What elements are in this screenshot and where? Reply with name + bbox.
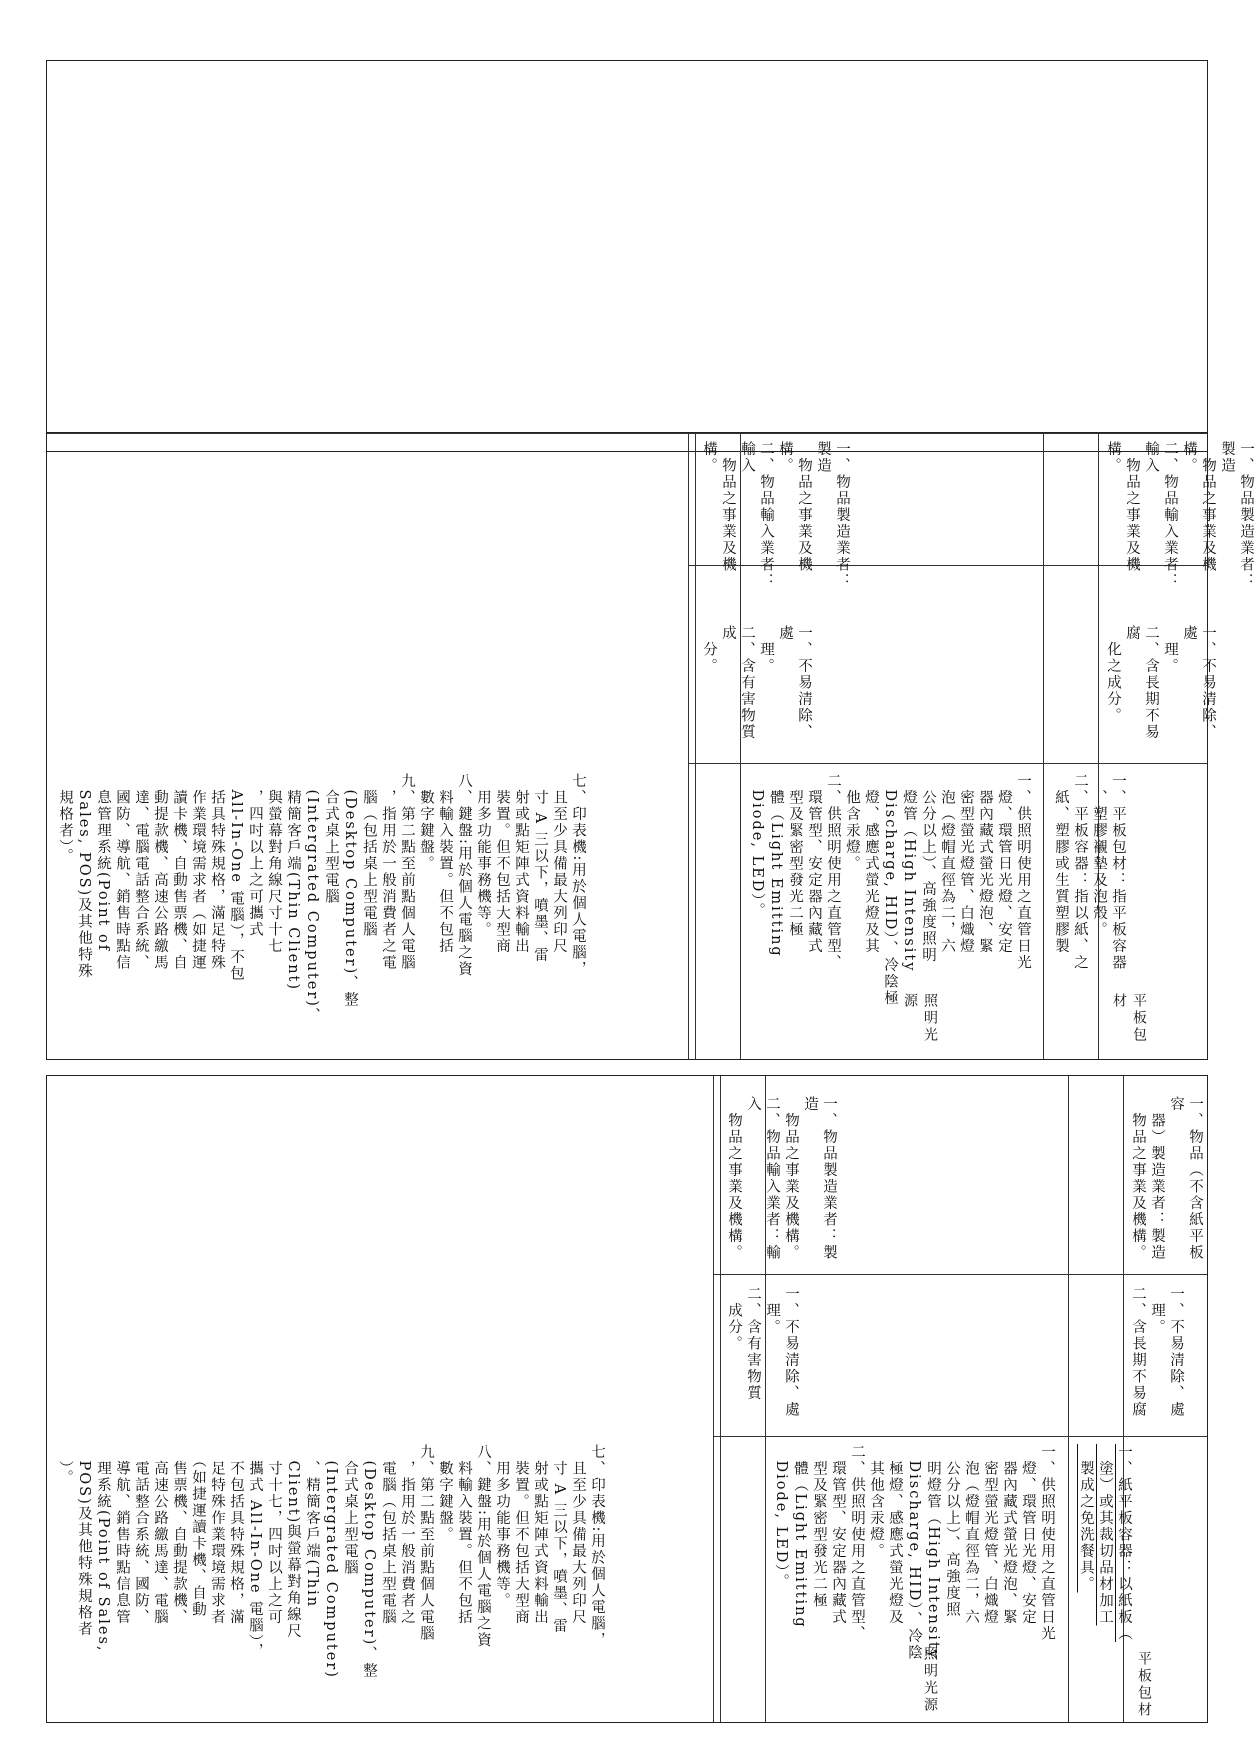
packaging-reason-text: 一、不易清除、處 理。 二、含長期不易腐 xyxy=(1130,1286,1184,1418)
packaging-obligor-text: 一、物品製造業者：製造 物品之事業及機構。 二、物品輸入業者：輸入 物品之事業及機構。 xyxy=(1105,441,1254,590)
lighting-definition-text: 一、供照明使用之直管日光 燈、環管日光燈、安定 器內藏式螢光燈泡、緊 密型螢光燈管、白熾燈 泡（燈帽直徑為二，六 公分以上）、高強度照明 燈管（High Intensity Discharge, HID）、冷陰極 燈、感應式螢光燈及其 他含汞燈。 二、供照明使用之直管型、 環管型、安定器內藏式 型及緊密型發光二極 體（Light Emitting Diode, LED）。 xyxy=(749,773,1031,1007)
packaging-definition-text: 一、平板包材：指平板容器 、塑膠襯墊及泡殼。 二、平板容器：指以紙、之 紙、塑膠或生質塑膠製 xyxy=(1053,773,1126,971)
lighting-obligor-text: 一、物品製造業者：製造 物品之事業及機構。 二、物品輸入業者：輸入 物品之事業及機構。 xyxy=(726,1096,837,1261)
table-panel-middle xyxy=(46,432,1254,1060)
lighting-label: 照明光源 xyxy=(902,993,938,1044)
table-panel-bottom xyxy=(46,1075,1208,1723)
packaging-label: 平板包材 xyxy=(1136,1651,1152,1719)
computer-definition-text: 七、印表機:用於個人電腦， 且至少具備最大列印尺 寸 A 三以下，噴墨、雷 射或點矩陣式資料輸出 裝置。但不包括大型商 用多功能事務機等。 八、鍵盤:用於個人電腦之資 料輸入裝置。但不包括 數字鍵盤。 九、第二點至前點個人電腦 ，指用於一般消費者之 電腦（包括桌上型電腦 (Desktop Computer)、整 合式桌上型電腦 (Intergrated Computer) 、精簡客戶端(Thin Client)與螢幕對角線尺 寸十七，四吋以上之可 攜式 All-In-One 電腦）， 不包括具特殊規格，滿 足特殊作業環境需求者 （如捷運讀卡機、自動 售票機、自動提款機、 高速公路繳馬達、電腦 電話整合系統、國防、 導航、銷售時點信息管 理系統(Point of Sales, POS)及其他特殊規格者 ）。 xyxy=(57,1444,605,1680)
packaging-definition-text: 一、紙平板容器：以紙板（ 塗）或其裁切品材加工 製成之免洗餐具。 xyxy=(1078,1444,1132,1642)
packaging-label: 平板包材 xyxy=(1111,993,1147,1044)
lighting-reason-text: 一、不易清除、處 理。 二、含有害物質 成分。 xyxy=(726,1286,799,1418)
lighting-definition-text: 一、供照明使用之直管日光 燈、環管日光燈、安定 器內藏式螢光燈泡、緊 密型螢光燈管、白熾燈 泡（燈帽直徑為二，六 公分以上）、高強度照 明燈管（High Intensity Discharge, HID）、冷陰 極燈、感應式螢光燈及 其他含汞燈。 二、供照明使用之直管型、 環管型、安定器內藏式 型及緊密型發光二極 體（Light Emitting Diode, LED）。 xyxy=(773,1444,1055,1662)
packaging-obligor-text: 一、物品（不含紙平板容 器）製造業者：製造 物品之事業及機構。 xyxy=(1130,1096,1203,1261)
lighting-label: 照明光源 xyxy=(922,1646,938,1714)
packaging-reason-text: 一、不易清除、處 理。 二、含長期不易腐 化之成分。 xyxy=(1105,625,1216,741)
lighting-obligor-text: 一、物品製造業者：製造 物品之事業及機構。 二、物品輸入業者：輸入 物品之事業及機構。 xyxy=(701,441,850,590)
computer-definition-text: 七、印表機:用於個人電腦， 且至少具備最大列印尺 寸 A 三以下，噴墨、雷 射或點矩陣式資料輸出 裝置。但不包括大型商 用多功能事務機等。 八、鍵盤:用於個人電腦之資 料輸入裝置。但不包括 數字鍵盤。 九、第二點至前點個人電腦 ，指用於一般消費者之電 腦（包括桌上型電腦 (Desktop Computer)、整 合式桌上型電腦 (Intergrated Computer)、 精簡客戶端(Thin Client) 與螢幕對角線尺寸十七 ，四吋以上之可攜式 All-In-One 電腦），不包 括具特殊規格，滿足特殊 作業環境需求者（如捷運 讀卡機、自動售票機、自 動提款機、高速公路繳馬 達、電腦電話整合系統、 國防、導航、銷售時點信 息管理系統(Point of Sales, POS)及其他特殊 規格者）。 xyxy=(57,773,586,1025)
lighting-reason-text: 一、不易清除、處 理。 二、含有害物質成 分。 xyxy=(701,625,812,741)
empty-panel-top xyxy=(46,60,1208,452)
